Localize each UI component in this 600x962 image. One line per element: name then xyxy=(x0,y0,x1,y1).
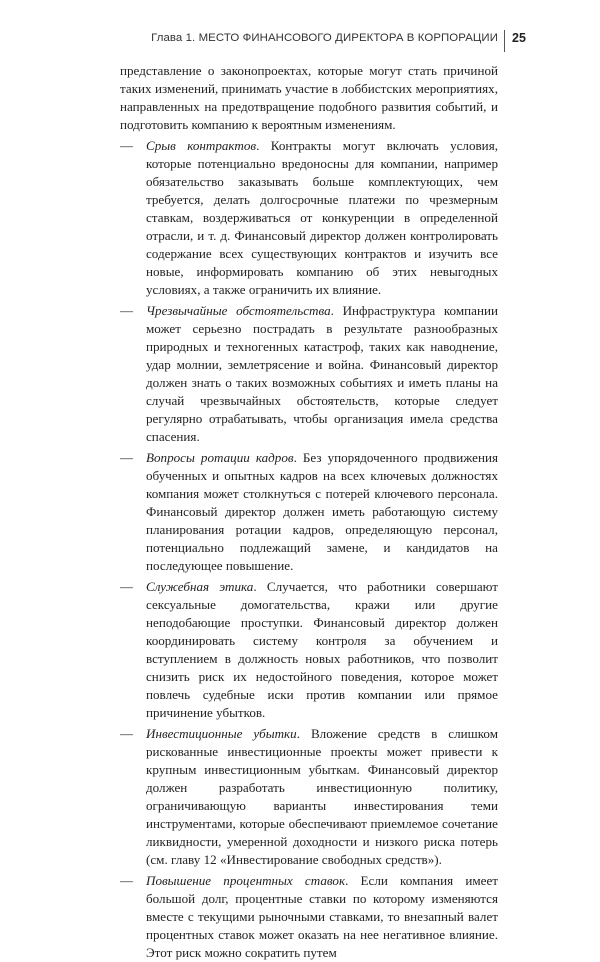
intro-paragraph: представление о законопроектах, которые могут стать причиной таких изменений, принимать участие в лоббистских мероприятиях, направленных на предотвращение подобного развития событий, и подготовить компанию к вероятным изменениям. xyxy=(120,63,498,132)
page-body xyxy=(120,62,498,962)
item-text: . Без упорядоченного продвижения обученных и опытных кадров на всех ключевых должностях компания может столкнуться с потерей ключевого персонала. Финансовый директор должен иметь работающую систему планирования ротации кадров, определяющую персонал, потенциально подлежащий замене, и кандидатов на последующее повышение. xyxy=(146,450,498,573)
item-term: Срыв контрактов xyxy=(146,138,257,153)
list-item xyxy=(120,449,498,575)
item-text: . Вложение средств в слишком рискованные инвестиционные проекты может привести к крупным инвестиционным убыткам. Финансовый директор должен разработать инвестиционную политику, ограничивающую варианты инвестирования теми инструментами, которые обеспечивают приемлемое сочетание ликвидности, умеренной доходности и низкого риска потерь (см. главу 12 «Инвестирование свободных средств»). xyxy=(146,726,498,867)
item-term: Инвестиционные убытки xyxy=(146,726,297,741)
dash-bullet: — xyxy=(120,303,133,318)
list-item xyxy=(120,872,498,962)
header-divider xyxy=(504,30,505,52)
item-term: Служебная этика xyxy=(146,579,254,594)
item-text: . Если компания имеет большой долг, процентные ставки по которому изменяются вместе с текущими рыночными ставками, то внезапный валет процентных ставок может оказать на нее негативное влияние. Этот риск можно сократить путем xyxy=(146,873,499,960)
item-term: Чрезвычайные обстоятельства xyxy=(146,303,331,318)
dash-bullet: — xyxy=(120,450,133,465)
item-text: . Инфраструктура компании может серьезно пострадать в результате разнообразных природных и техногенных катастроф, таких как наводнение, удар молнии, землетрясение и война. Финансовый директор должен знать о таких возможных событиях и иметь планы на случай чрезвычайных обстоятельств, которые следует регулярно отрабатывать, чтобы организация имела средства спасения. xyxy=(146,303,498,444)
item-text: . Контракты могут включать условия, которые потенциально вредоносны для компании, например обязательство заказывать больше комплектующих, чем требуется, делать долгосрочные платежи по чрезмерным ставкам, воздерживаться от конкуренции в определенной отрасли, и т. д. Финансовый директор должен контролировать содержание всех существующих контрактов и изучить все новые, информировать компанию об этих невыгодных условиях, а также ограничить их влияние. xyxy=(146,138,498,297)
list-item xyxy=(120,725,498,869)
item-text: . Случается, что работники совершают сексуальные домогательства, кражи или другие неподобающие проступки. Финансовый директор должен координировать систему контроля за обучением и вступлением в должность новых работников, что позволит снизить риск их недостойного поведения, которое может повлечь судебные иски против компании или прямое причинение убытков. xyxy=(146,579,499,720)
running-header xyxy=(0,30,600,50)
chapter-title: Глава 1. МЕСТО ФИНАНСОВОГО ДИРЕКТОРА В КОРПОРАЦИИ xyxy=(151,32,498,44)
page-number: 25 xyxy=(512,31,526,45)
list-item xyxy=(120,578,498,722)
dash-bullet: — xyxy=(120,873,133,888)
item-term: Повышение процентных ставок xyxy=(146,873,346,888)
dash-bullet: — xyxy=(120,138,133,153)
list-item xyxy=(120,137,498,299)
list-item xyxy=(120,302,498,446)
item-term: Вопросы ротации кадров xyxy=(146,450,294,465)
dash-bullet: — xyxy=(120,726,133,741)
dash-bullet: — xyxy=(120,579,133,594)
